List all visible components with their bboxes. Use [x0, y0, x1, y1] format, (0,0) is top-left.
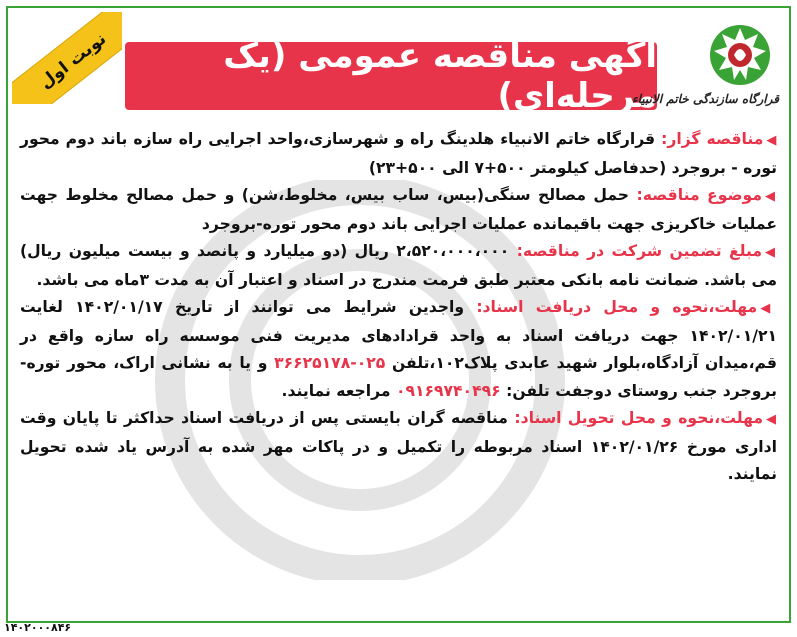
footer-code: ۱۴۰۲۰۰۰۸۴۶ — [4, 621, 72, 634]
bullet-icon: ◀ — [765, 245, 778, 260]
page-title: آگهی مناقصه عمومی (یک مرحله‌ای) — [125, 42, 657, 110]
section-guarantee — [20, 238, 777, 294]
section-text-b: و یا به نشانی اراک، محور توره-بروجرد جنب روستای دوجفت تلفن: — [20, 354, 777, 400]
section-label: مناقصه گزار: — [661, 130, 764, 148]
section-subject — [20, 182, 777, 238]
section-label: موضوع مناقصه: — [636, 186, 762, 204]
phone-number: ۰۲۵-۳۶۶۲۵۱۷۸ — [274, 354, 386, 372]
section-text: قرارگاه خاتم الانبیاء هلدینگ راه و شهرسازی،واحد اجرایی راه سازه باند دوم محور توره - بروجرد (حدفاصل کیلومتر ۵۰۰+۷ الی ۵۰۰+۲۳) — [20, 130, 777, 177]
section-text: مناقصه گران بایستی پس از دریافت اسناد حداکثر تا پایان وقت اداری مورخ ۱۴۰۲/۰۱/۲۶ اسناد مربوطه را تکمیل و در پاکات مهر شده به آدرس یاد شده تحویل نمایند. — [20, 409, 777, 483]
section-doc-delivery — [20, 405, 777, 489]
bullet-icon: ◀ — [760, 301, 778, 316]
emblem-icon — [705, 20, 775, 90]
bullet-icon: ◀ — [766, 133, 777, 148]
section-text: حمل مصالح سنگی(بیس، ساب بیس، مخلوط،شن) و حمل مصالح مخلوط جهت عملیات خاکریزی جهت باقیمانده عملیات اجرایی باند دوم محور توره-بروجرد — [20, 186, 777, 233]
logo-text: قرارگاه سازندگی خاتم الانبیاء — [632, 92, 779, 106]
section-label: مبلغ تضمین شرکت در مناقصه: — [516, 242, 763, 260]
guarantee-amount: ۲،۵۲۰،۰۰۰،۰۰۰ ریال — [354, 242, 510, 260]
section-doc-receipt — [20, 294, 777, 405]
mobile-number: ۰۹۱۶۹۷۴۰۴۹۶ — [395, 381, 501, 400]
section-label: مهلت،نحوه و محل تحویل اسناد: — [514, 409, 764, 427]
section-organizer — [20, 126, 777, 182]
ribbon — [12, 12, 122, 104]
section-text: واجدین شرایط می توانند از تاریخ ۱۴۰۲/۰۱/۱۷ لغایت ۱۴۰۲/۰۱/۲۱ جهت دریافت اسناد به واحد قرادادهای مدیریت فنی موسسه راه سازه واقع در قم،میدان آزادگاه،بلوار شهید عابدی پلاک۱۰۲،تلفن — [20, 298, 777, 372]
section-label: مهلت،نحوه و محل دریافت اسناد: — [476, 298, 758, 316]
ribbon-label: نوبت اول — [12, 12, 122, 104]
bullet-icon: ◀ — [766, 412, 778, 427]
notice-body — [20, 126, 777, 489]
section-text-c: مراجعه نمایند. — [281, 381, 391, 400]
section-text: (دو میلیارد و پانصد و بیست میلیون ریال) می باشد. ضمانت نامه بانکی معتبر طبق فرمت مندرج در اسناد و اعتبار آن به مدت ۳ماه می باشد. — [20, 242, 777, 289]
bullet-icon: ◀ — [764, 189, 777, 204]
